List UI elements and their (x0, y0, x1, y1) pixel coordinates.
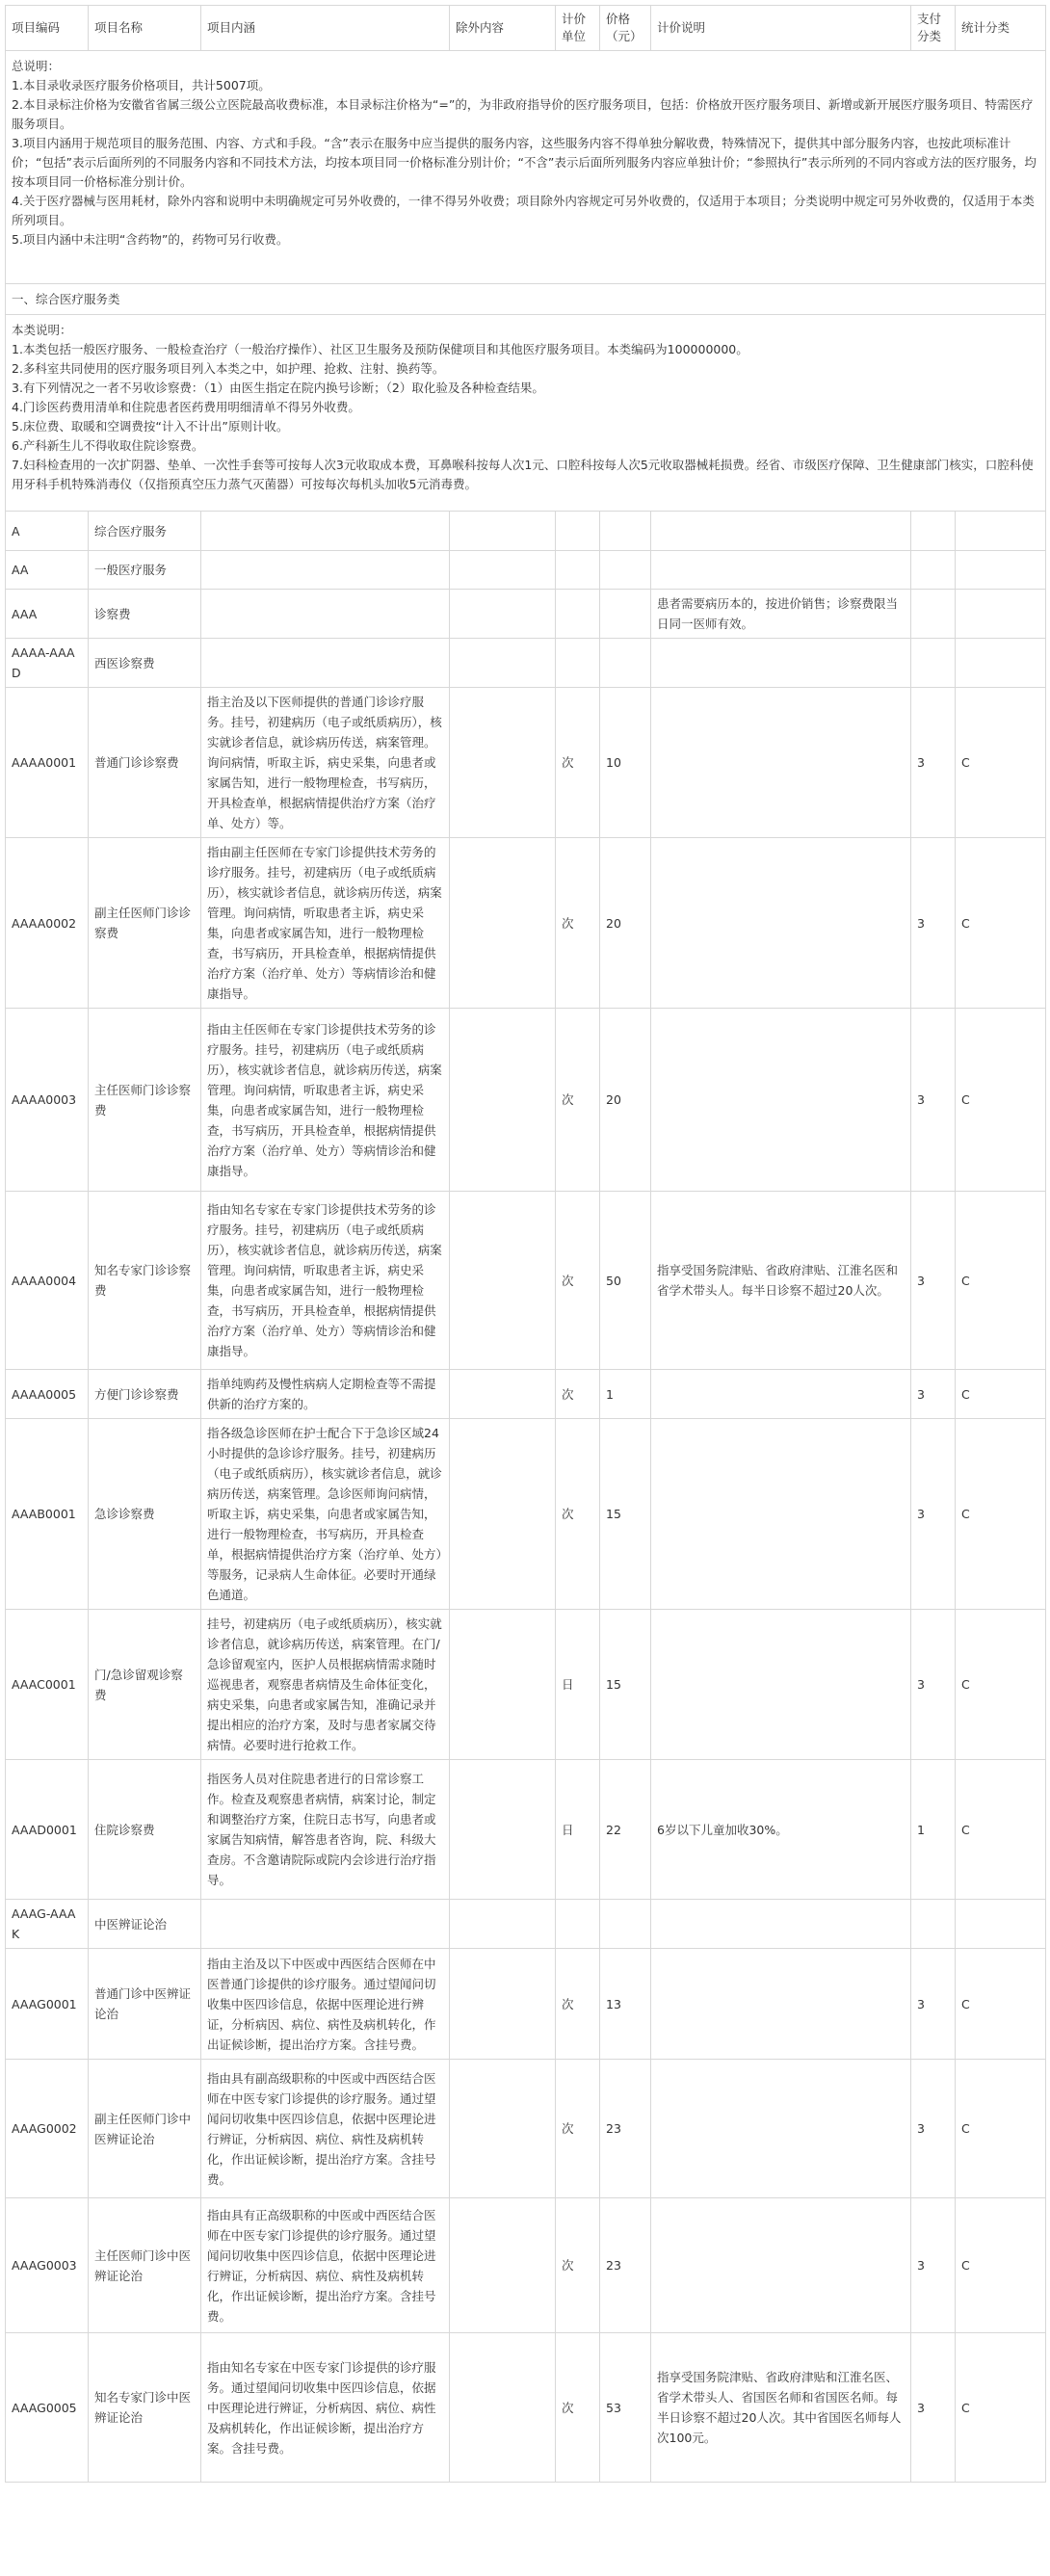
item-stat-class: C (956, 2198, 1046, 2333)
item-content: 指由具有正高级职称的中医或中西医结合医师在中医专家门诊提供的诊疗服务。通过望闻问切收集中医四诊信息，依据中医理论进行辨证，分析病因、病位、病性及病机转化，作出证候诊断，提出治疗方案。含挂号费。 (201, 2198, 450, 2333)
item-exclude (450, 639, 556, 688)
item-unit: 次 (556, 2333, 600, 2483)
item-code: AAAG0003 (6, 2198, 89, 2333)
item-stat-class (956, 639, 1046, 688)
category-note: 本类说明： 1.本类包括一般医疗服务、一般检查治疗（一般治疗操作）、社区卫生服务及预防保健项目和其他医疗服务项目。本类编码为100000000。 2.多科室共同使用的医疗服务项目列入本类之中，如护理、抢救、注射、换药等。 3.有下列情况之一者不另收诊察费：（1）由医生指定在院内换号诊断；（2）取化验及各种检查结果。 4.门诊医药费用清单和住院患者医药费用明细清单不得另外收费。 5.床位费、取暖和空调费按“计入不计出”原则计收。 6.产科新生儿不得收取住院诊察费。 7.妇科检查用的一次扩阴器、垫单、一次性手套等可按每人次3元收取成本费，耳鼻喉科按每人次1元、口腔科按每人次5元收取器械耗损费。经省、市级医疗保障、卫生健康部门核实，口腔科使用牙科手机特殊消毒仪（仅指预真空压力蒸气灭菌器）可按每次每机头加收5元消毒费。 (6, 315, 1046, 512)
item-content: 指主治及以下医师提供的普通门诊诊疗服务。挂号，初建病历（电子或纸质病历），核实就诊者信息，就诊病历传送，病案管理。询问病情，听取主诉，病史采集，向患者或家属告知，进行一般物理检查，书写病历，开具检查单，根据病情提供治疗方案（治疗单、处方）等。 (201, 688, 450, 838)
item-price: 13 (600, 1949, 651, 2060)
item-price (600, 639, 651, 688)
category-title: 一、综合医疗服务类 (6, 284, 1046, 315)
item-stat-class: C (956, 1192, 1046, 1370)
price-table (5, 5, 1046, 2483)
table-row (6, 1900, 1046, 1949)
item-stat-class: C (956, 1419, 1046, 1610)
item-stat-class: C (956, 2333, 1046, 2483)
item-content: 指由知名专家在中医专家门诊提供的诊疗服务。通过望闻问切收集中医四诊信息，依据中医理论进行辨证，分析病因、病位、病性及病机转化，作出证候诊断，提出治疗方案。含挂号费。 (201, 2333, 450, 2483)
table-row (6, 1192, 1046, 1370)
item-exclude (450, 590, 556, 639)
header-price: 价格（元） (600, 6, 651, 51)
item-stat-class (956, 590, 1046, 639)
item-content: 指由主治及以下中医或中西医结合医师在中医普通门诊提供的诊疗服务。通过望闻问切收集中医四诊信息，依据中医理论进行辨证，分析病因、病位、病性及病机转化，作出证候诊断，提出治疗方案。含挂号费。 (201, 1949, 450, 2060)
item-price: 50 (600, 1192, 651, 1370)
item-pay-class (911, 512, 956, 551)
item-unit: 次 (556, 1949, 600, 2060)
item-note: 6岁以下儿童加收30%。 (651, 1760, 911, 1900)
item-code: AAAG0001 (6, 1949, 89, 2060)
item-pay-class: 3 (911, 1610, 956, 1760)
item-unit: 次 (556, 1009, 600, 1192)
item-note (651, 1610, 911, 1760)
item-price: 53 (600, 2333, 651, 2483)
table-row (6, 2060, 1046, 2198)
item-name: 急诊诊察费 (89, 1419, 201, 1610)
item-unit: 次 (556, 1370, 600, 1419)
item-stat-class: C (956, 1949, 1046, 2060)
item-price: 23 (600, 2060, 651, 2198)
item-pay-class: 3 (911, 1419, 956, 1610)
item-name: 副主任医师门诊诊察费 (89, 838, 201, 1009)
table-row (6, 512, 1046, 551)
item-stat-class: C (956, 1370, 1046, 1419)
item-note (651, 1370, 911, 1419)
item-content (201, 1900, 450, 1949)
item-note (651, 1419, 911, 1610)
item-name: 普通门诊诊察费 (89, 688, 201, 838)
item-code: AAAA0002 (6, 838, 89, 1009)
item-price: 15 (600, 1419, 651, 1610)
item-name: 方便门诊诊察费 (89, 1370, 201, 1419)
table-row (6, 2198, 1046, 2333)
general-note: 总说明： 1.本目录收录医疗服务价格项目，共计5007项。 2.本目录标注价格为安徽省省属三级公立医院最高收费标准，本目录标注价格为“=”的，为非政府指导价的医疗服务项目，包括：价格放开医疗服务项目、新增或新开展医疗服务项目、特需医疗服务项目。 3.项目内涵用于规范项目的服务范围、内容、方式和手段。“含”表示在服务中应当提供的服务内容，这些服务内容不得单独分解收费，特殊情况下，提供其中部分服务内容，也按此项标准计价；“包括”表示后面所列的不同服务内容和不同技术方法，均按本项目同一价格标准分别计价；“不含”表示后面所列服务内容应单独计价；“参照执行”表示所列的不同内容或方法的医疗服务，均按本项目同一价格标准分别计价。 4.关于医疗器械与医用耗材，除外内容和说明中未明确规定可另外收费的，一律不得另外收费；项目除外内容规定可另外收费的，仅适用于本项目；分类说明中规定可另外收费的，仅适用于本类所列项目。 5.项目内涵中未注明“含药物”的，药物可另行收费。 (6, 51, 1046, 284)
item-price: 20 (600, 1009, 651, 1192)
item-code: AAAD0001 (6, 1760, 89, 1900)
item-exclude (450, 1900, 556, 1949)
item-price: 23 (600, 2198, 651, 2333)
item-unit: 次 (556, 2060, 600, 2198)
category-note-row (6, 315, 1046, 512)
header-name: 项目名称 (89, 6, 201, 51)
item-name: 主任医师门诊中医辨证论治 (89, 2198, 201, 2333)
item-content (201, 512, 450, 551)
item-exclude (450, 1370, 556, 1419)
item-exclude (450, 1192, 556, 1370)
item-price: 10 (600, 688, 651, 838)
table-row (6, 1009, 1046, 1192)
item-note (651, 551, 911, 590)
item-code: AAAA0001 (6, 688, 89, 838)
item-pay-class: 3 (911, 688, 956, 838)
item-pay-class: 3 (911, 838, 956, 1009)
item-name: 诊察费 (89, 590, 201, 639)
item-exclude (450, 512, 556, 551)
item-note: 患者需要病历本的，按进价销售；诊察费限当日同一医师有效。 (651, 590, 911, 639)
table-row (6, 2333, 1046, 2483)
item-code: AAAA0005 (6, 1370, 89, 1419)
item-name: 普通门诊中医辨证论治 (89, 1949, 201, 2060)
item-note: 指享受国务院津贴、省政府津贴和江淮名医、省学术带头人、省国医名师和省国医名师。每半日诊察不超过20人次。其中省国医名师每人次100元。 (651, 2333, 911, 2483)
item-name: 一般医疗服务 (89, 551, 201, 590)
table-row (6, 1419, 1046, 1610)
item-note (651, 838, 911, 1009)
item-content: 指由主任医师在专家门诊提供技术劳务的诊疗服务。挂号，初建病历（电子或纸质病历），核实就诊者信息，就诊病历传送，病案管理。询问病情，听取患者主诉，病史采集，向患者或家属告知，进行一般物理检查，书写病历，开具检查单，根据病情提供治疗方案（治疗单、处方）等病情诊治和健康指导。 (201, 1009, 450, 1192)
item-code: AAAG-AAAK (6, 1900, 89, 1949)
item-price (600, 512, 651, 551)
item-pay-class: 3 (911, 1370, 956, 1419)
item-exclude (450, 1760, 556, 1900)
table-row (6, 838, 1046, 1009)
item-pay-class: 3 (911, 2198, 956, 2333)
item-code: AAAC0001 (6, 1610, 89, 1760)
item-note (651, 688, 911, 838)
item-content (201, 590, 450, 639)
item-unit (556, 590, 600, 639)
item-name: 中医辨证论治 (89, 1900, 201, 1949)
item-exclude (450, 2333, 556, 2483)
item-name: 西医诊察费 (89, 639, 201, 688)
item-exclude (450, 2198, 556, 2333)
header-note: 计价说明 (651, 6, 911, 51)
item-note (651, 512, 911, 551)
header-code: 项目编码 (6, 6, 89, 51)
item-content: 指单纯购药及慢性病病人定期检查等不需提供新的治疗方案的。 (201, 1370, 450, 1419)
item-content (201, 639, 450, 688)
item-price: 22 (600, 1760, 651, 1900)
item-stat-class: C (956, 1760, 1046, 1900)
table-row (6, 590, 1046, 639)
category-title-row (6, 284, 1046, 315)
item-content: 指医务人员对住院患者进行的日常诊察工作。检查及观察患者病情，病案讨论，制定和调整治疗方案，住院日志书写，向患者或家属告知病情，解答患者咨询，院、科级大查房。不含邀请院际或院内会诊进行治疗指导。 (201, 1760, 450, 1900)
item-unit (556, 512, 600, 551)
item-unit: 次 (556, 1419, 600, 1610)
header-pay-class: 支付分类 (911, 6, 956, 51)
item-code: AAAA0003 (6, 1009, 89, 1192)
item-pay-class (911, 551, 956, 590)
table-row (6, 1610, 1046, 1760)
item-unit (556, 1900, 600, 1949)
item-content: 指各级急诊医师在护士配合下于急诊区域24小时提供的急诊诊疗服务。挂号，初建病历（电子或纸质病历），核实就诊者信息，就诊病历传送，病案管理。急诊医师询问病情，听取主诉，病史采集，向患者或家属告知，进行一般物理检查，书写病历，开具检查单，根据病情提供治疗方案（治疗单、处方）等服务，记录病人生命体征。必要时开通绿色通道。 (201, 1419, 450, 1610)
item-content: 指由副主任医师在专家门诊提供技术劳务的诊疗服务。挂号，初建病历（电子或纸质病历），核实就诊者信息，就诊病历传送，病案管理。询问病情，听取患者主诉，病史采集，向患者或家属告知，进行一般物理检查，书写病历，开具检查单，根据病情提供治疗方案（治疗单、处方）等病情诊治和健康指导。 (201, 838, 450, 1009)
item-code: AA (6, 551, 89, 590)
item-pay-class: 3 (911, 2060, 956, 2198)
item-pay-class (911, 1900, 956, 1949)
item-name: 主任医师门诊诊察费 (89, 1009, 201, 1192)
item-stat-class (956, 512, 1046, 551)
item-price (600, 551, 651, 590)
item-exclude (450, 551, 556, 590)
item-exclude (450, 2060, 556, 2198)
item-code: AAAA0004 (6, 1192, 89, 1370)
item-exclude (450, 1610, 556, 1760)
table-row (6, 551, 1046, 590)
header-content: 项目内涵 (201, 6, 450, 51)
table-row (6, 1949, 1046, 2060)
item-exclude (450, 1009, 556, 1192)
item-unit: 日 (556, 1610, 600, 1760)
item-pay-class (911, 590, 956, 639)
item-pay-class (911, 639, 956, 688)
item-exclude (450, 1419, 556, 1610)
item-code: AAAG0002 (6, 2060, 89, 2198)
item-name: 住院诊察费 (89, 1760, 201, 1900)
item-content: 挂号，初建病历（电子或纸质病历），核实就诊者信息，就诊病历传送，病案管理。在门/急诊留观室内，医护人员根据病情需求随时巡视患者，观察患者病情及生命体征变化，病史采集，向患者或家属告知，准确记录并提出相应的治疗方案，及时与患者家属交待病情。必要时进行抢救工作。 (201, 1610, 450, 1760)
item-code: AAAA-AAAD (6, 639, 89, 688)
item-code: AAA (6, 590, 89, 639)
item-price: 15 (600, 1610, 651, 1760)
item-stat-class (956, 1900, 1046, 1949)
item-content (201, 551, 450, 590)
table-row (6, 688, 1046, 838)
item-unit: 次 (556, 2198, 600, 2333)
item-unit: 次 (556, 688, 600, 838)
item-pay-class: 3 (911, 1009, 956, 1192)
item-exclude (450, 688, 556, 838)
item-unit: 次 (556, 1192, 600, 1370)
item-pay-class: 3 (911, 1192, 956, 1370)
item-pay-class: 3 (911, 2333, 956, 2483)
general-note-row (6, 51, 1046, 284)
item-unit: 次 (556, 838, 600, 1009)
item-price (600, 1900, 651, 1949)
item-name: 综合医疗服务 (89, 512, 201, 551)
item-name: 门/急诊留观诊察费 (89, 1610, 201, 1760)
item-price (600, 590, 651, 639)
table-row (6, 1370, 1046, 1419)
item-note (651, 1009, 911, 1192)
header-stat-class: 统计分类 (956, 6, 1046, 51)
item-pay-class: 3 (911, 1949, 956, 2060)
item-code: AAAG0005 (6, 2333, 89, 2483)
item-name: 知名专家门诊中医辨证论治 (89, 2333, 201, 2483)
table-header-row (6, 6, 1046, 51)
item-unit (556, 551, 600, 590)
item-stat-class: C (956, 838, 1046, 1009)
item-stat-class: C (956, 1610, 1046, 1760)
item-stat-class: C (956, 1009, 1046, 1192)
item-content: 指由具有副高级职称的中医或中西医结合医师在中医专家门诊提供的诊疗服务。通过望闻问切收集中医四诊信息，依据中医理论进行辨证，分析病因、病位、病性及病机转化，作出证候诊断，提出治疗方案。含挂号费。 (201, 2060, 450, 2198)
item-price: 20 (600, 838, 651, 1009)
item-code: AAAB0001 (6, 1419, 89, 1610)
item-price: 1 (600, 1370, 651, 1419)
item-note (651, 2060, 911, 2198)
item-stat-class (956, 551, 1046, 590)
item-stat-class: C (956, 688, 1046, 838)
item-content: 指由知名专家在专家门诊提供技术劳务的诊疗服务。挂号，初建病历（电子或纸质病历），核实就诊者信息，就诊病历传送，病案管理。询问病情，听取患者主诉，病史采集，向患者或家属告知，进行一般物理检查，书写病历，开具检查单，根据病情提供治疗方案（治疗单、处方）等病情诊治和健康指导。 (201, 1192, 450, 1370)
item-note (651, 2198, 911, 2333)
table-row (6, 1760, 1046, 1900)
item-unit: 日 (556, 1760, 600, 1900)
table-row (6, 639, 1046, 688)
item-stat-class: C (956, 2060, 1046, 2198)
item-name: 副主任医师门诊中医辨证论治 (89, 2060, 201, 2198)
item-note: 指享受国务院津贴、省政府津贴、江淮名医和省学术带头人。每半日诊察不超过20人次。 (651, 1192, 911, 1370)
item-pay-class: 1 (911, 1760, 956, 1900)
item-unit (556, 639, 600, 688)
item-note (651, 1949, 911, 2060)
item-exclude (450, 1949, 556, 2060)
header-exclude: 除外内容 (450, 6, 556, 51)
item-code: A (6, 512, 89, 551)
item-exclude (450, 838, 556, 1009)
header-unit: 计价单位 (556, 6, 600, 51)
item-name: 知名专家门诊诊察费 (89, 1192, 201, 1370)
item-note (651, 639, 911, 688)
item-note (651, 1900, 911, 1949)
